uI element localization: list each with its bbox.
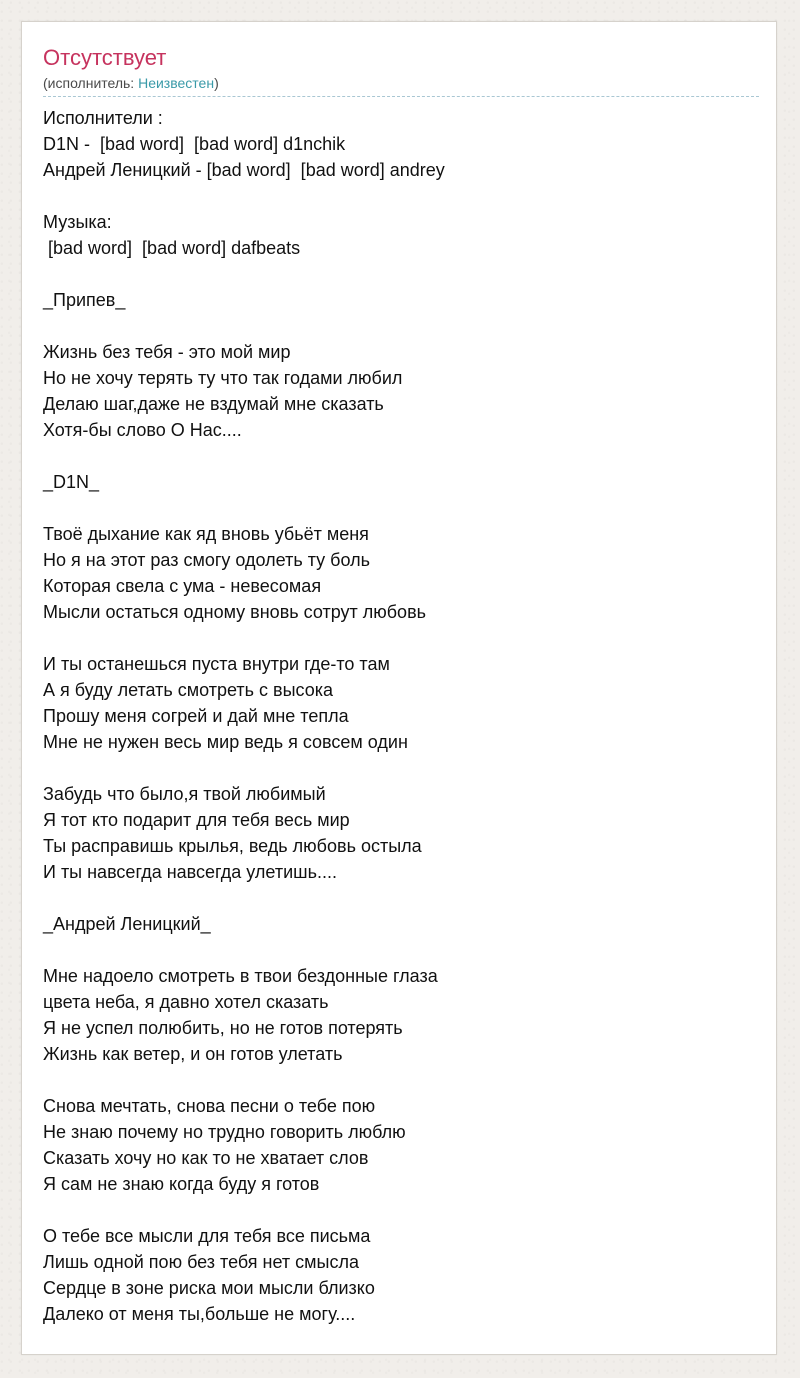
lyrics-line: Снова мечтать, снова песни о тебе пою	[43, 1096, 376, 1116]
lyrics-line: Мне не нужен весь мир ведь я совсем один	[43, 732, 408, 752]
lyrics-blank-line	[43, 885, 759, 911]
lyrics-line: Жизнь как ветер, и он готов улетать	[43, 1044, 343, 1064]
artist-suffix: )	[214, 75, 219, 91]
artist-prefix: (исполнитель:	[43, 75, 139, 91]
lyrics-line: Мысли остаться одному вновь сотрут любовь	[43, 602, 427, 622]
lyrics-line: Прошу меня согрей и дай мне тепла	[43, 706, 349, 726]
lyrics-line: Исполнители :	[43, 108, 163, 128]
lyrics-line: Жизнь без тебя - это мой мир	[43, 342, 291, 362]
lyrics-blank-line	[43, 937, 759, 963]
lyrics-blank-line	[43, 1197, 759, 1223]
lyrics-blank-line	[43, 313, 759, 339]
lyrics-line: D1N - [bad word] [bad word] d1nchik	[43, 134, 346, 154]
lyrics-line: Далеко от меня ты,больше не могу....	[43, 1304, 356, 1324]
lyrics-line: Сказать хочу но как то не хватает слов	[43, 1148, 369, 1168]
lyrics-line: Не знаю почему но трудно говорить люблю	[43, 1122, 406, 1142]
lyrics-line: _Припев_	[43, 290, 126, 310]
lyrics-text	[43, 105, 759, 1327]
lyrics-line: Музыка:	[43, 212, 112, 232]
lyrics-line: Андрей Леницкий - [bad word] [bad word] andrey	[43, 160, 445, 180]
lyrics-line: Я тот кто подарит для тебя весь мир	[43, 810, 350, 830]
lyrics-line: Мне надоело смотреть в твои бездонные глаза	[43, 966, 438, 986]
lyrics-line: А я буду летать смотреть с высока	[43, 680, 334, 700]
lyrics-blank-line	[43, 1067, 759, 1093]
artist-line	[43, 73, 219, 93]
lyrics-line: Забудь что было,я твой любимый	[43, 784, 326, 804]
lyrics-line: _D1N_	[43, 472, 100, 492]
lyrics-line: Но не хочу терять ту что так годами любил	[43, 368, 403, 388]
lyrics-line: Ты расправишь крылья, ведь любовь остыла	[43, 836, 422, 856]
song-title: Отсутствует	[43, 45, 167, 70]
lyrics-blank-line	[43, 183, 759, 209]
lyrics-blank-line	[43, 755, 759, 781]
lyrics-blank-line	[43, 261, 759, 287]
song-header	[43, 42, 759, 97]
lyrics-line: Делаю шаг,даже не вздумай мне сказать	[43, 394, 384, 414]
lyrics-line: [bad word] [bad word] dafbeats	[43, 238, 301, 258]
lyrics-line: Но я на этот раз смогу одолеть ту боль	[43, 550, 370, 570]
lyrics-line: Которая свела с ума - невесомая	[43, 576, 322, 596]
lyrics-blank-line	[43, 443, 759, 469]
lyrics-line: И ты навсегда навсегда улетишь....	[43, 862, 337, 882]
lyrics-card	[21, 21, 777, 1355]
lyrics-blank-line	[43, 625, 759, 651]
lyrics-line: цвета неба, я давно хотел сказать	[43, 992, 329, 1012]
lyrics-line: И ты останешься пуста внутри где-то там	[43, 654, 390, 674]
lyrics-line: О тебе все мысли для тебя все письма	[43, 1226, 371, 1246]
lyrics-line: Лишь одной пою без тебя нет смысла	[43, 1252, 359, 1272]
lyrics-line: _Андрей Леницкий_	[43, 914, 211, 934]
artist-link[interactable]: Неизвестен	[138, 75, 215, 91]
lyrics-line: Твоё дыхание как яд вновь убьёт меня	[43, 524, 369, 544]
lyrics-line: Сердце в зоне риска мои мысли близко	[43, 1278, 375, 1298]
lyrics-blank-line	[43, 495, 759, 521]
lyrics-line: Хотя-бы слово О Нас....	[43, 420, 242, 440]
lyrics-line: Я сам не знаю когда буду я готов	[43, 1174, 320, 1194]
lyrics-line: Я не успел полюбить, но не готов потерять	[43, 1018, 403, 1038]
